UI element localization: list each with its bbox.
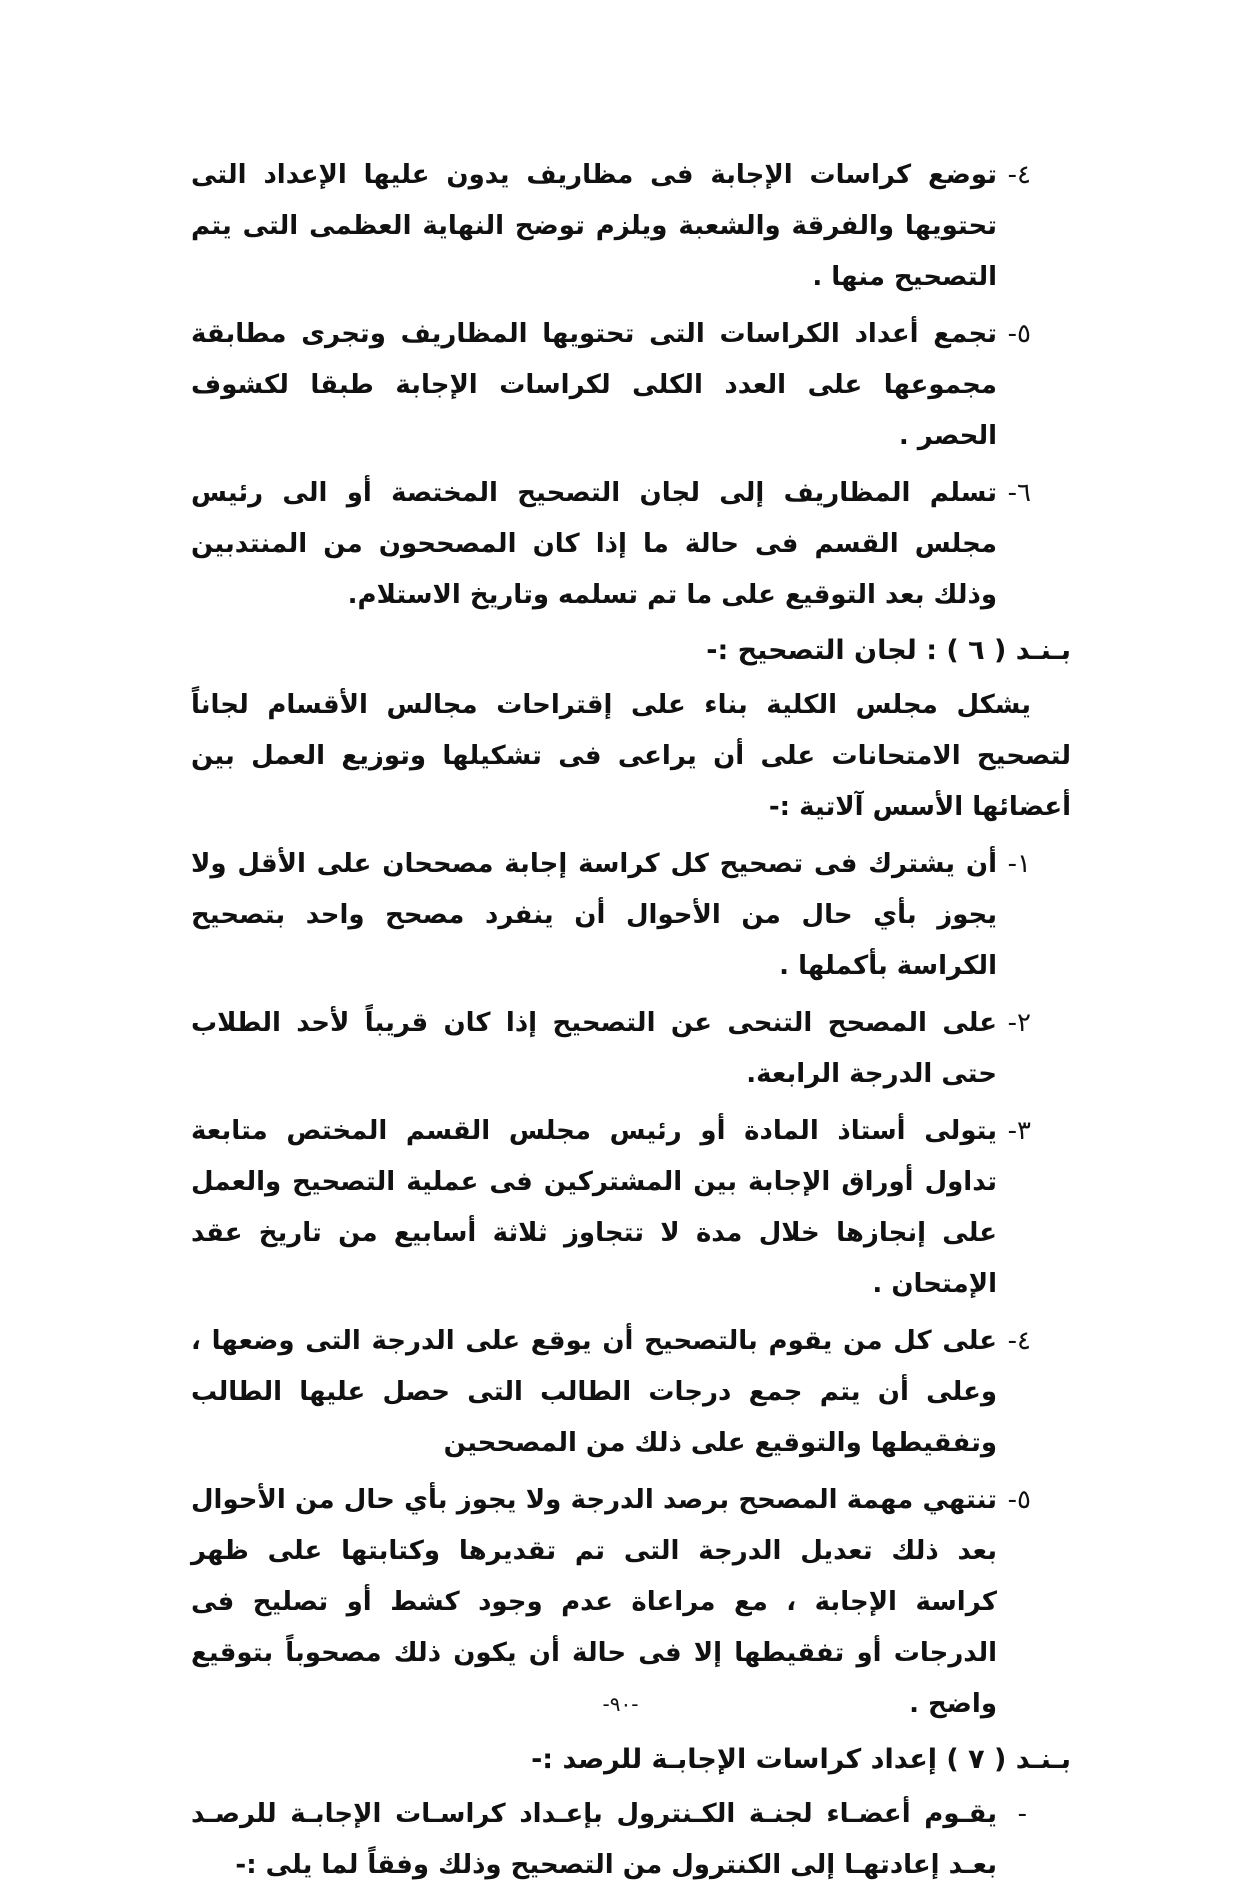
list-item [191,150,1031,303]
document-body [191,150,1071,1897]
list-item-text: على كل من يقوم بالتصحيح أن يوقع على الدرجة التى وضعها ، وعلى أن يتم جمع درجات الطالب التى حصل عليها الطالب وتفقيطها والتوقيع على ذلك من المصححين [191,1326,997,1458]
page-number: -٩٠- [602,1692,639,1716]
list-item [191,468,1031,621]
paragraph: يشكل مجلس الكلية بناء على إقتراحات مجالس الأقسام لجاناً لتصحيح الامتحانات على أن يراعى فى تشكيلها وتوزيع العمل بين أعضائها الأسس آلاتية :- [191,690,1071,822]
list-item-number: ٤- [1007,1326,1031,1356]
list-item-text: توضع كراسات الإجابة فى مظاريف يدون عليها الإعداد التى تحتويها والفرقة والشعبة ويلزم توضح النهاية العظمى التى يتم التصحيح منها . [191,160,997,292]
list-item-text: تجمع أعداد الكراسات التى تحتويها المظاريف وتجرى مطابقة مجموعها على العدد الكلى لكراسات الإجابة طبقا لكشوف الحصر . [191,319,997,451]
list-item-text: تنتهي مهمة المصحح برصد الدرجة ولا يجوز بأي حال من الأحوال بعد ذلك تعديل الدرجة التى تم تقديرها وكتابتها على ظهر كراسة الإجابة ، مع مراعاة عدم وجود كشط أو تصليح فى الدرجات أو تفقيطها إلا فى حالة أن يكون ذلك مصحوباً بتوقيع واضح . [191,1485,997,1719]
section-heading: بـنـد ( ٧ ) إعداد كراسات الإجابـة للرصد :- [531,1744,1071,1775]
section-heading: بـنـد ( ٦ ) : لجان التصحيح :- [706,635,1071,666]
list-item [191,1316,1031,1469]
list-item-number: ٣- [1007,1116,1031,1146]
list-item [191,309,1031,462]
list-item-number: ٥- [1007,1485,1031,1515]
list-item-number: ١- [1007,849,1031,879]
list-item [191,998,1031,1100]
list-item-text: يتولى أستاذ المادة أو رئيس مجلس القسم المختص متابعة تداول أوراق الإجابة بين المشتركين فى عملية التصحيح والعمل على إنجازها خلال مدة لا تتجاوز ثلاثة أسابيع من تاريخ عقد الإمتحان . [191,1116,997,1299]
list-item-number: - [1017,1799,1027,1829]
list-item [191,839,1031,992]
list-item-text: تسلم المظاريف إلى لجان التصحيح المختصة أو الى رئيس مجلس القسم فى حالة ما إذا كان المصححون من المنتدبين وذلك بعد التوقيع على ما تم تسلمه وتاريخ الاستلام. [191,478,997,610]
list-item-number: ٥- [1007,319,1031,349]
list-item-number: ٤- [1007,160,1031,190]
list-item [191,1106,1031,1310]
list-item-text: يقـوم أعضـاء لجنـة الكـنترول بإعـداد كراسـات الإجابـة للرصـد بعـد إعادتهـا إلى الكنترول من التصحيح وذلك وفقاً لما يلى :- [191,1799,997,1880]
list-item-number: ٦- [1007,478,1031,508]
list-item-number: ٢- [1007,1008,1031,1038]
list-item-text: أن يشترك فى تصحيح كل كراسة إجابة مصححان على الأقل ولا يجوز بأي حال من الأحوال أن ينفرد مصحح واحد بتصحيح الكراسة بأكملها . [191,849,997,981]
list-item [191,1789,1031,1891]
list-item-text: على المصحح التنحى عن التصحيح إذا كان قريباً لأحد الطلاب حتى الدرجة الرابعة. [191,1008,997,1089]
